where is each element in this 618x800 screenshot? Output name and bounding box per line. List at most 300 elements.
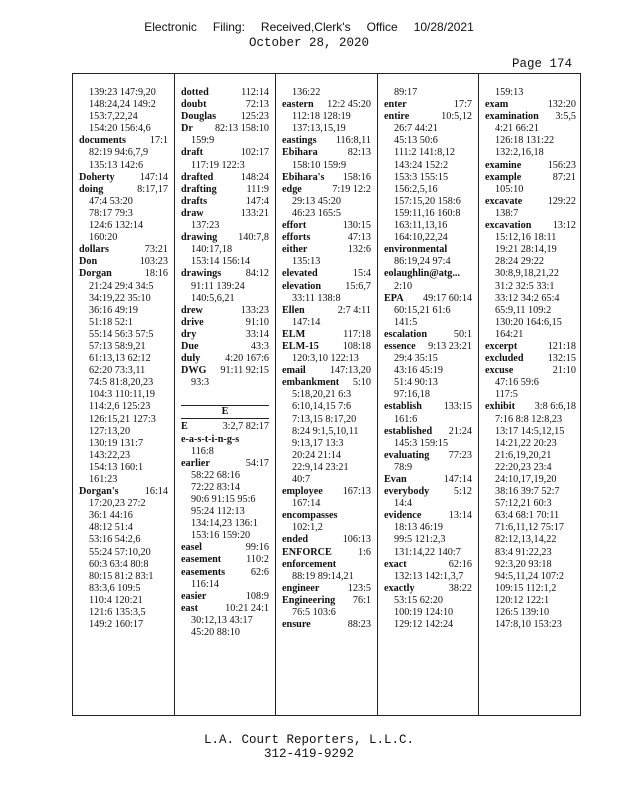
page-line-refs: 116:8	[191, 445, 214, 457]
index-entry	[282, 559, 371, 571]
index-continuation	[79, 305, 168, 317]
page-line-refs: 124:6 132:14	[89, 220, 144, 232]
index-term: elevated	[282, 268, 318, 280]
index-entry	[181, 329, 269, 341]
index-term: essence	[384, 340, 416, 352]
index-continuation	[282, 522, 371, 534]
page-line-refs: 109:15 112:1,2	[495, 582, 557, 594]
index-entry	[181, 172, 269, 184]
index-term: doing	[79, 183, 104, 195]
index-continuation	[282, 196, 371, 208]
index-continuation	[485, 377, 576, 389]
page-line-refs: 108:18	[342, 340, 371, 352]
index-term: ended	[282, 534, 309, 546]
page-line-refs: 46:23 165:5	[292, 207, 341, 219]
index-term: drafted	[181, 171, 214, 183]
index-continuation	[384, 256, 472, 268]
index-continuation	[485, 317, 576, 329]
page-line-refs: 47:16 59:6	[495, 377, 539, 389]
page-line-refs: 18:16	[144, 268, 168, 280]
index-term: easements	[181, 566, 226, 578]
page-line-refs: 15:4	[352, 268, 371, 280]
page-line-refs: 31:2 32:5 33:1	[495, 280, 555, 292]
index-entry	[181, 421, 269, 433]
index-entry	[181, 341, 269, 353]
page-line-refs: 47:13	[347, 232, 371, 244]
index-continuation	[384, 522, 472, 534]
index-term: ensure	[282, 619, 311, 631]
index-entry	[181, 434, 269, 446]
page-line-refs: 76:1	[352, 594, 371, 606]
page-line-refs: 78:9	[394, 461, 413, 473]
index-continuation	[282, 438, 371, 450]
page-line-refs: 60:3 63:4 80:8	[89, 558, 149, 570]
index-continuation	[485, 87, 576, 99]
index-continuation	[485, 426, 576, 438]
index-term: excluded	[485, 353, 524, 365]
index-continuation	[282, 111, 371, 123]
index-term: excerpt	[485, 340, 518, 352]
index-continuation	[485, 256, 576, 268]
index-entry	[485, 160, 576, 172]
index-continuation	[79, 147, 168, 159]
index-entry	[485, 341, 576, 353]
page-line-refs: 135:13	[292, 256, 321, 268]
page-line-refs: 19:21 28:14,19	[495, 244, 557, 256]
index-continuation	[384, 317, 472, 329]
page-line-refs: 88:23	[347, 619, 371, 631]
page-line-refs: 14:4	[394, 498, 413, 510]
page-line-refs: 126:5 139:10	[495, 607, 550, 619]
index-continuation	[181, 579, 269, 591]
index-continuation	[282, 414, 371, 426]
index-continuation	[282, 87, 371, 99]
index-term: drafts	[181, 195, 208, 207]
index-term: exact	[384, 558, 407, 570]
page-line-refs: 21:24	[448, 425, 472, 437]
index-entry	[282, 172, 371, 184]
index-term: engineer	[282, 582, 320, 594]
page-line-refs: 93:3	[191, 377, 210, 389]
page-line-refs: 145:3 159:15	[394, 437, 449, 449]
page-line-refs: 163:11,13,16	[394, 220, 448, 232]
index-continuation	[79, 87, 168, 99]
page-line-refs: 132:2,16,18	[495, 147, 544, 159]
page-line-refs: 83:4 91:22,23	[495, 546, 552, 558]
index-term: established	[384, 425, 433, 437]
page-line-refs: 50:1	[453, 328, 472, 340]
index-entry	[181, 603, 269, 615]
page-line-refs: 153:16 159:20	[191, 530, 251, 542]
index-entry	[384, 583, 472, 595]
index-continuation	[384, 196, 472, 208]
index-continuation	[485, 184, 576, 196]
page-line-refs: 82:12,13,14,22	[495, 534, 557, 546]
index-continuation	[485, 389, 576, 401]
page-line-refs: 82:13 158:10	[214, 123, 269, 135]
page-line-refs: 158:10 159:9	[292, 159, 347, 171]
index-entry	[384, 510, 472, 522]
page-line-refs: 108:9	[245, 590, 269, 602]
index-table	[72, 73, 581, 716]
index-entry	[282, 232, 371, 244]
index-term: establish	[384, 401, 422, 413]
page-line-refs: 143:22,23	[89, 449, 131, 461]
index-continuation	[384, 414, 472, 426]
page-line-refs: 111:2 141:8,12	[394, 147, 455, 159]
index-continuation	[79, 462, 168, 474]
index-entry	[485, 220, 576, 232]
page-line-refs: 5:10	[352, 377, 371, 389]
page-line-refs: 12:2 45:20	[327, 99, 371, 111]
index-continuation	[282, 426, 371, 438]
index-continuation	[79, 607, 168, 619]
page-line-refs: 121:18	[547, 340, 576, 352]
page-line-refs: 127:13,20	[89, 425, 131, 437]
page-line-refs: 132:15	[547, 353, 576, 365]
page-line-refs: 147:14	[443, 474, 472, 485]
page-line-refs: 5:18,20,21 6:3	[292, 389, 352, 401]
index-continuation	[485, 147, 576, 159]
index-continuation	[384, 438, 472, 450]
index-continuation	[79, 522, 168, 534]
index-continuation	[282, 160, 371, 172]
page-line-refs: 147:4	[245, 195, 269, 207]
page-line-refs: 147:14	[292, 316, 321, 328]
index-term: Dorgan's	[79, 486, 119, 498]
index-entry	[181, 317, 269, 329]
index-continuation	[181, 256, 269, 268]
index-entry	[181, 353, 269, 365]
index-continuation	[79, 365, 168, 377]
page-line-refs: 132:20	[547, 99, 576, 111]
page-line-refs: 58:22 68:16	[191, 469, 240, 481]
page-line-refs: 114:2,6 125:23	[89, 401, 151, 413]
page-line-refs: 104:3 110:11,19	[89, 389, 156, 401]
page-line-refs: 82:13	[347, 147, 371, 159]
index-column-4	[378, 74, 479, 715]
page-line-refs: 30:12,13 43:17	[191, 614, 253, 626]
page-line-refs: 149:2 160:17	[89, 619, 144, 631]
index-continuation	[282, 607, 371, 619]
index-entry	[79, 268, 168, 280]
index-continuation	[79, 317, 168, 329]
index-term: drew	[181, 304, 203, 316]
index-term: email	[282, 365, 306, 377]
index-entry	[181, 542, 269, 554]
page-line-refs: 106:13	[342, 534, 371, 546]
page-line-refs: 120:3,10 122:13	[292, 353, 359, 365]
page-line-refs: 130:15	[342, 220, 371, 232]
page-line-refs: 154:13 160:1	[89, 461, 144, 473]
index-continuation	[181, 482, 269, 494]
index-entry	[282, 377, 371, 389]
page-line-refs: 140:7,8	[238, 232, 269, 244]
index-entry	[282, 147, 371, 159]
page-line-refs: 48:12 51:4	[89, 522, 133, 534]
index-continuation	[79, 414, 168, 426]
index-continuation	[485, 135, 576, 147]
index-entry	[79, 172, 168, 184]
index-entry	[282, 281, 371, 293]
index-term: documents	[79, 135, 126, 147]
page-line-refs: 123:5	[347, 582, 371, 594]
index-continuation	[282, 317, 371, 329]
filing-stamp	[0, 20, 618, 34]
index-continuation	[485, 305, 576, 317]
index-continuation	[79, 232, 168, 244]
page-line-refs: 112:14	[241, 87, 269, 98]
index-continuation	[485, 462, 576, 474]
index-term: excavate	[485, 195, 523, 207]
page-line-refs: 105:10	[495, 183, 524, 195]
page-line-refs: 167:13	[342, 486, 371, 498]
page-line-refs: 148:24	[240, 171, 269, 183]
page-line-refs: 99:5 121:2,3	[394, 534, 446, 546]
index-entry	[181, 147, 269, 159]
index-entry	[282, 305, 371, 317]
index-entry	[384, 474, 472, 486]
index-continuation	[485, 450, 576, 462]
index-term: easier	[181, 590, 207, 602]
deposition-date: October 28, 2020	[248, 36, 370, 50]
index-entry	[384, 450, 472, 462]
page-line-refs: 8:24 9:1,5,10,11	[292, 425, 359, 437]
index-entry	[181, 99, 269, 111]
page-line-refs: 72:22 83:14	[191, 481, 240, 493]
filing-stamp-part: 10/28/2021	[413, 20, 474, 34]
index-continuation	[485, 208, 576, 220]
page-line-refs: 49:17 60:14	[423, 292, 472, 304]
page-line-refs: 22:20,23 23:4	[495, 461, 552, 473]
index-term: E	[181, 421, 188, 433]
index-continuation	[384, 135, 472, 147]
page-line-refs: 53:16 54:2,6	[89, 534, 141, 546]
index-term: Dorgan	[79, 268, 112, 280]
page-line-refs: 45:20 88:10	[191, 627, 240, 639]
page-line-refs: 92:3,20 93:18	[495, 558, 552, 570]
index-entry	[181, 232, 269, 244]
index-entry	[282, 547, 371, 559]
page-line-refs: 15:6,7	[345, 280, 371, 292]
page-line-refs: 129:12 142:24	[394, 619, 454, 631]
page-line-refs: 62:16	[448, 558, 472, 570]
index-entry	[181, 208, 269, 220]
index-continuation	[384, 619, 472, 631]
page-line-refs: 134:14,23 136:1	[191, 518, 258, 530]
index-continuation	[384, 607, 472, 619]
index-entry	[79, 244, 168, 256]
page-line-refs: 91:10	[245, 316, 269, 328]
page-line-refs: 167:14	[292, 498, 321, 510]
index-entry	[181, 111, 269, 123]
index-continuation	[485, 595, 576, 607]
index-term: easement	[181, 554, 222, 566]
index-continuation	[79, 547, 168, 559]
index-continuation	[282, 293, 371, 305]
index-continuation	[485, 474, 576, 486]
index-continuation	[282, 474, 371, 486]
page-number: Page 174	[511, 57, 572, 71]
index-continuation	[384, 571, 472, 583]
index-entry	[485, 99, 576, 111]
page-line-refs: 16:14	[144, 486, 168, 498]
page-line-refs: 97:16,18	[394, 389, 430, 401]
page-line-refs: 30:8,9,18,21,22	[495, 268, 559, 280]
page-line-refs: 147:14	[139, 171, 168, 183]
index-term: dotted	[181, 87, 209, 98]
page-line-refs: 77:23	[448, 449, 472, 461]
index-term: drawings	[181, 268, 222, 280]
index-term: Ebihara	[282, 147, 318, 159]
page-line-refs: 13:17 14:5,12,15	[495, 425, 565, 437]
page-line-refs: 9:13,17 13:3	[292, 437, 344, 449]
index-term: excuse	[485, 365, 514, 377]
index-term: enforcement	[282, 558, 337, 570]
index-entry	[384, 426, 472, 438]
page-line-refs: 61:13,13 62:12	[89, 353, 151, 365]
page-line-refs: 112:18 128:19	[292, 111, 351, 123]
index-entry	[181, 365, 269, 377]
index-entry	[79, 256, 168, 268]
index-term: employee	[282, 486, 323, 498]
index-entry	[384, 268, 472, 280]
index-continuation	[181, 627, 269, 639]
index-continuation	[282, 450, 371, 462]
index-entry	[282, 510, 371, 522]
index-term: Due	[181, 340, 199, 352]
index-continuation	[282, 353, 371, 365]
page-line-refs: 14:21,22 20:23	[495, 437, 557, 449]
index-term: dollars	[79, 244, 110, 256]
index-entry	[282, 329, 371, 341]
filing-stamp-part: Filing:	[212, 20, 245, 34]
page-line-refs: 110:4 120:21	[89, 594, 143, 606]
index-continuation	[181, 135, 269, 147]
page-line-refs	[181, 389, 194, 401]
index-entry	[282, 365, 371, 377]
index-continuation	[384, 208, 472, 220]
page-line-refs: 164:21	[495, 328, 524, 340]
index-entry	[181, 268, 269, 280]
page-line-refs: 117:18	[343, 328, 371, 340]
page-line-refs: 51:4 90:13	[394, 377, 438, 389]
index-term: evaluating	[384, 449, 430, 461]
page-line-refs: 86:19,24 97:4	[394, 256, 451, 268]
index-term: EPA	[384, 292, 404, 304]
page-line-refs: 95:24 112:13	[191, 506, 245, 518]
page-line-refs: 24:10,17,19,20	[495, 474, 557, 485]
index-continuation	[79, 583, 168, 595]
page-line-refs: 133:21	[240, 207, 269, 219]
page-line-refs: 158:16	[342, 171, 371, 183]
index-term: Doherty	[79, 171, 115, 183]
index-continuation	[181, 494, 269, 506]
index-continuation	[384, 365, 472, 377]
index-continuation	[282, 498, 371, 510]
index-continuation	[384, 281, 472, 293]
page-line-refs: 8:17,17	[137, 183, 168, 195]
index-term: eolaughlin@atg...	[384, 268, 460, 280]
page-line-refs: 4:21 66:21	[495, 123, 539, 135]
index-entry	[181, 567, 269, 579]
index-continuation	[181, 446, 269, 458]
page-line-refs: 22:9,14 23:21	[292, 461, 349, 473]
index-term: dry	[181, 328, 197, 340]
page-line-refs: 3:5,5	[555, 111, 576, 123]
page-line-refs: 72:13	[245, 99, 269, 111]
page-line-refs: 3:2,7 82:17	[222, 421, 269, 433]
page-line-refs: 21:6,19,20,21	[495, 449, 552, 461]
index-continuation	[485, 268, 576, 280]
page-line-refs: 83:3,6 109:5	[89, 582, 141, 594]
index-entry	[485, 401, 576, 413]
index-entry	[282, 486, 371, 498]
page-line-refs: 138:7	[495, 207, 519, 219]
page-line-refs: 2:10	[394, 280, 413, 292]
page-line-refs: 5:12	[453, 486, 472, 498]
index-column-1	[73, 74, 175, 715]
page-line-refs: 157:15,20 158:6	[394, 195, 461, 207]
page-line-refs: 34:19,22 35:10	[89, 292, 151, 304]
index-term: examine	[485, 159, 522, 171]
index-continuation	[79, 559, 168, 571]
index-continuation	[79, 160, 168, 172]
index-term: Engineering	[282, 594, 336, 606]
index-continuation	[79, 281, 168, 293]
index-entry	[282, 534, 371, 546]
index-entry	[485, 172, 576, 184]
index-column-3	[276, 74, 378, 715]
page-line-refs: 147:13,20	[329, 365, 371, 377]
page-line-refs: 125:23	[240, 111, 269, 123]
page-line-refs: 137:23	[191, 220, 220, 232]
page-line-refs: 102:17	[240, 147, 269, 159]
index-term: exhibit	[485, 401, 516, 413]
page-line-refs: 17:7	[453, 99, 472, 111]
index-term: e-a-s-t-i-n-g-s	[181, 433, 240, 445]
page-line-refs: 57:12,21 60:3	[495, 498, 552, 510]
page-line-refs: 153:14 156:14	[191, 256, 251, 268]
page-line-refs: 78:17 79:3	[89, 207, 133, 219]
page-line-refs: 100:19 124:10	[394, 607, 454, 619]
index-continuation	[79, 111, 168, 123]
page-line-refs: 136:22	[292, 87, 321, 98]
index-term: Evan	[384, 474, 407, 485]
page-line-refs: 57:13 58:9,21	[89, 340, 146, 352]
page-line-refs: 137:13,15,19	[292, 123, 346, 135]
index-term: Ellen	[282, 304, 305, 316]
page-line-refs: 140:17,18	[191, 244, 233, 256]
page-line-refs: 33:12 34:2 65:4	[495, 292, 560, 304]
index-continuation	[79, 571, 168, 583]
index-continuation	[181, 389, 269, 401]
index-continuation	[79, 450, 168, 462]
filing-stamp-part: Received,Clerk's	[260, 20, 351, 34]
page-line-refs: 62:20 73:3,11	[89, 365, 146, 377]
page-line-refs: 53:15 62:20	[394, 594, 443, 606]
page-line-refs: 154:20 156:4,6	[89, 123, 151, 135]
index-entry	[384, 111, 472, 123]
index-term: draft	[181, 147, 204, 159]
index-continuation	[485, 123, 576, 135]
page-line-refs: 29:13 45:20	[292, 195, 341, 207]
page-line-refs: 116:14	[191, 578, 219, 590]
page-line-refs: 21:24 29:4 34:5	[89, 280, 154, 292]
index-continuation	[384, 220, 472, 232]
index-continuation	[485, 498, 576, 510]
page-line-refs: 159:11,16 160:8	[394, 207, 461, 219]
